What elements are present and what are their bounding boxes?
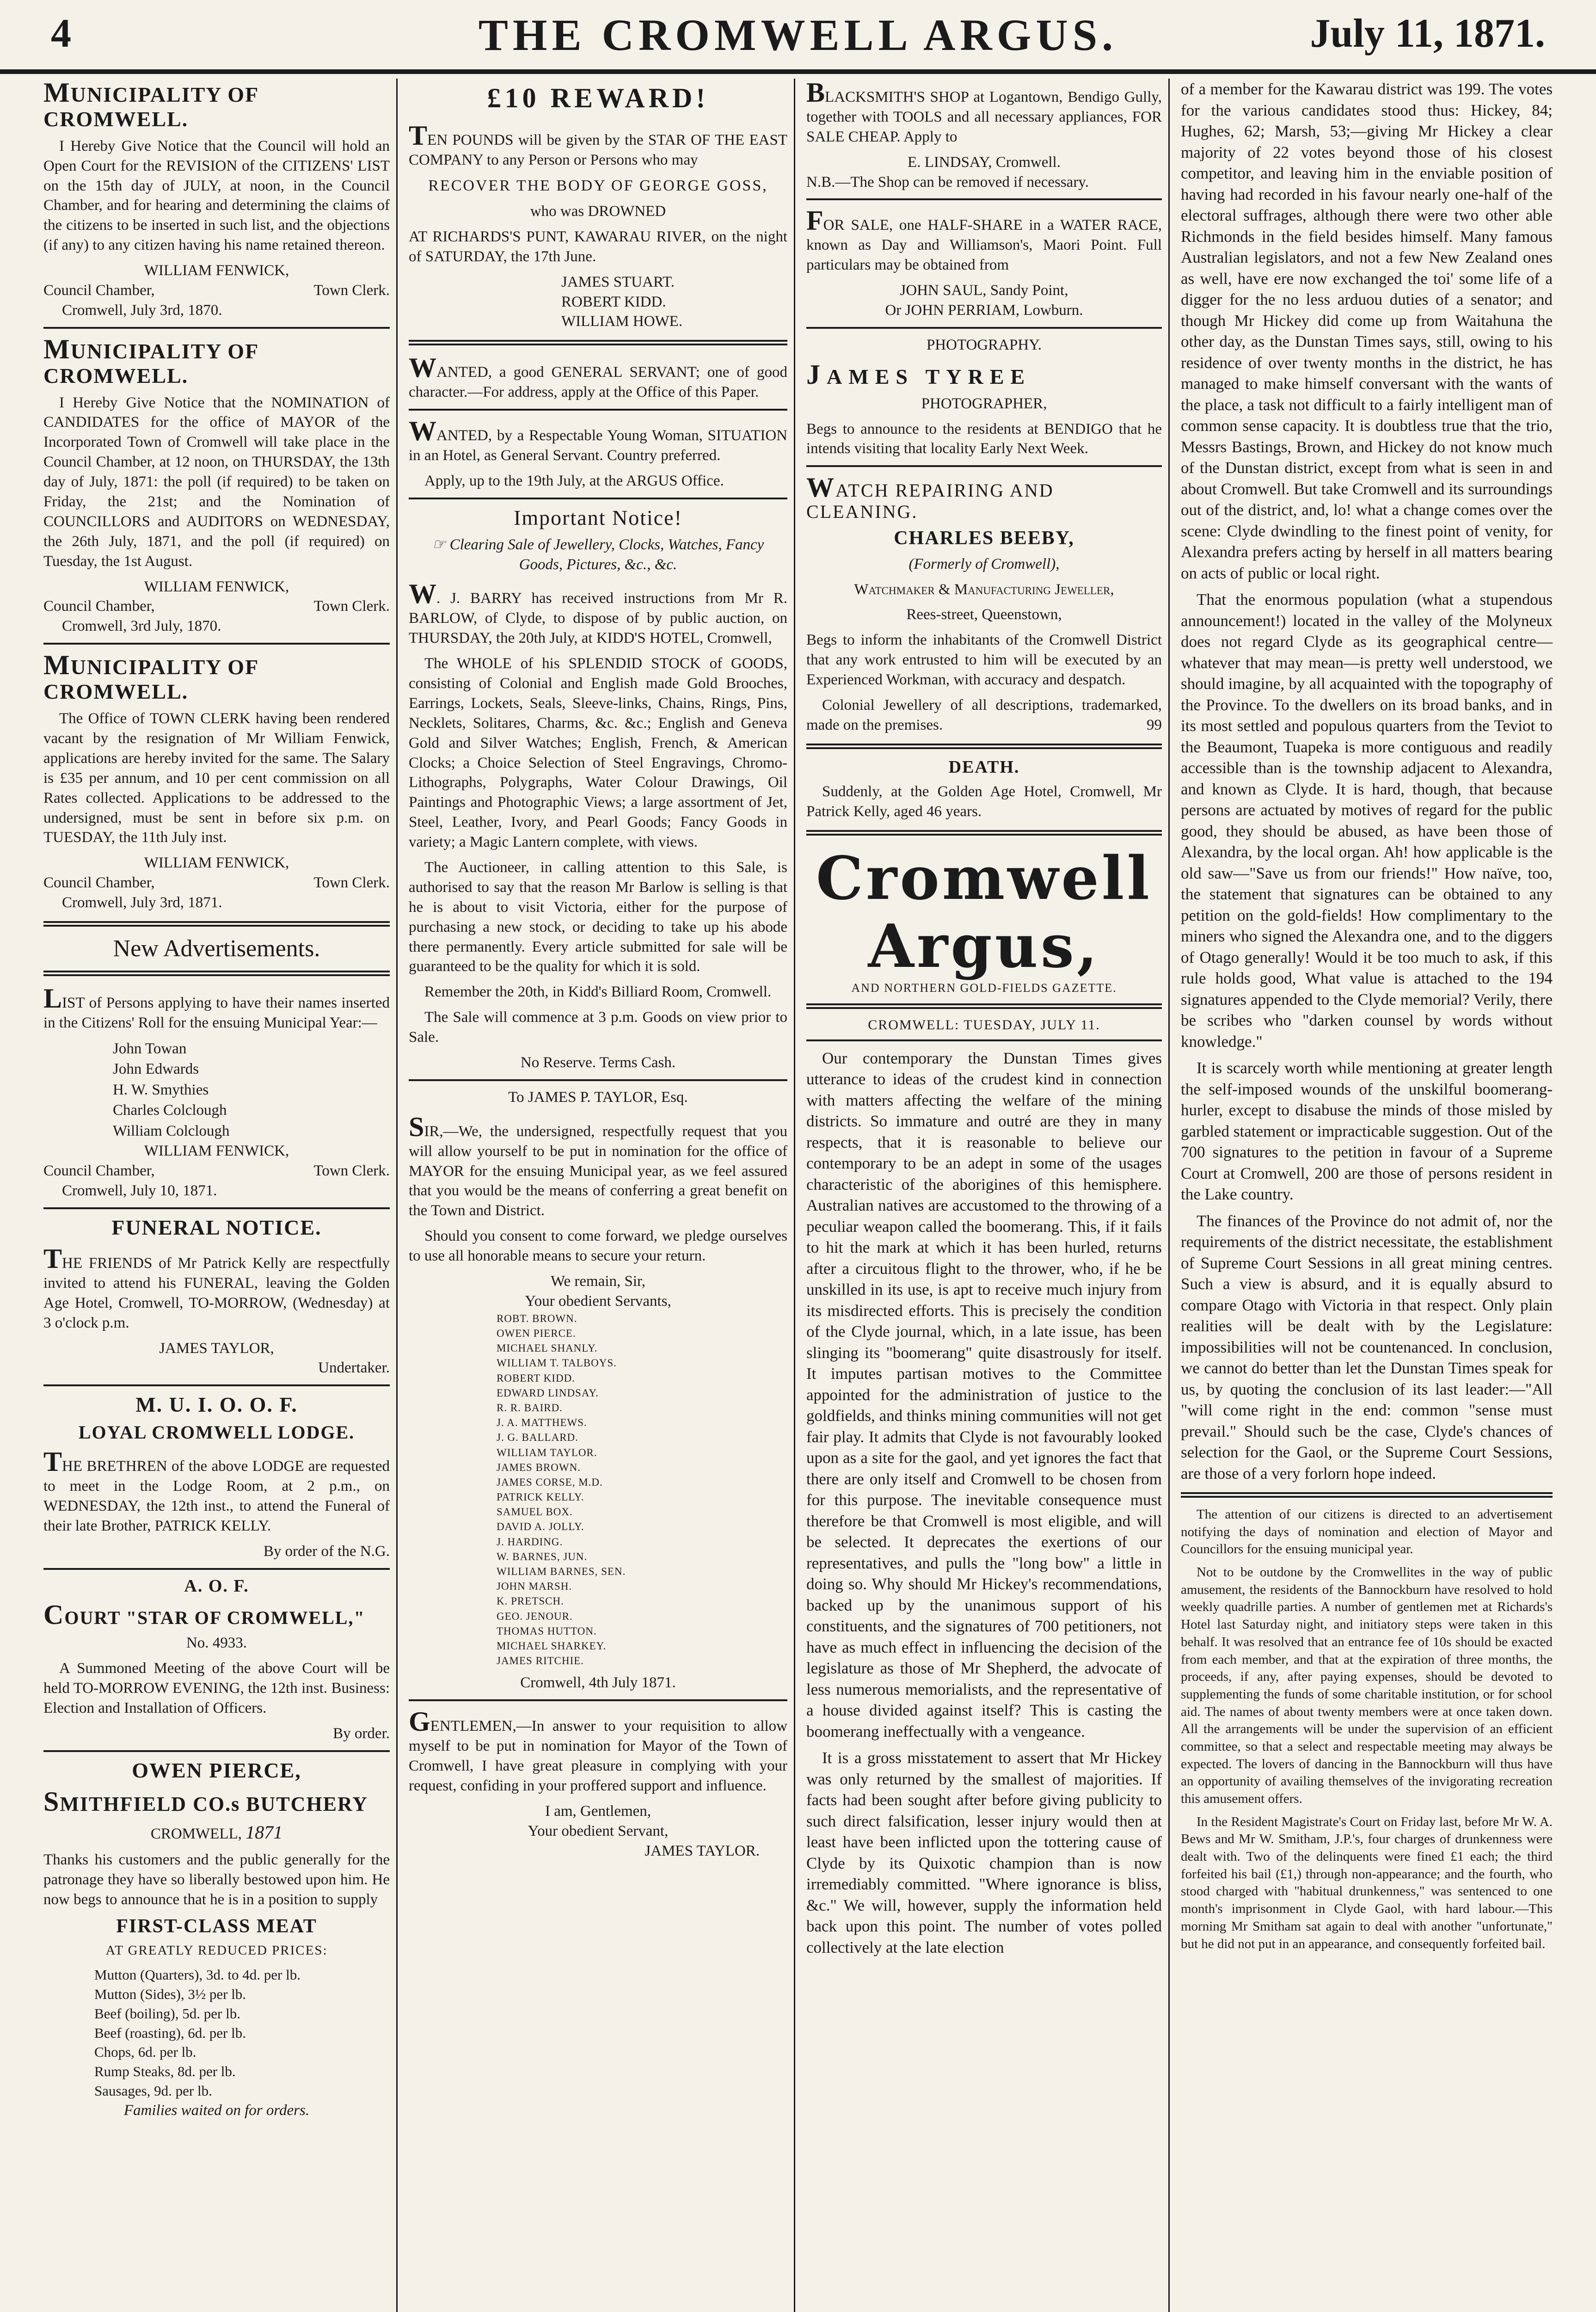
drop-cap: T [409, 120, 428, 151]
list-item: K. PRETSCH. [497, 1595, 564, 1607]
notice-place: Council Chamber, [43, 1162, 155, 1180]
dateline: CROMWELL: TUESDAY, JULY 11. [868, 1017, 1100, 1033]
ad-body: ANTED, a good GENERAL SERVANT; one of good character.—For address, apply at the Office of this Paper. [409, 364, 787, 401]
reward-signer: WILLIAM HOWE. [561, 313, 683, 330]
list-item: Sausages, 9d. per lb. [94, 2083, 212, 2099]
reply-close: Your obedient Servant, [528, 1822, 669, 1839]
citizen-names [43, 1039, 390, 1142]
drop-cap: S [409, 1111, 424, 1142]
list-item: DAVID A. JOLLY. [497, 1521, 584, 1533]
ad-signer: Or JOHN PERRIAM, Lowburn. [885, 302, 1083, 319]
ad-body: Colonial Jewellery of all descriptions, trademarked, made on the premises. [806, 697, 1162, 733]
list-item: OWEN PIERCE. [497, 1328, 576, 1340]
divider [43, 1207, 390, 1209]
notice-signer: WILLIAM FENWICK, [144, 855, 289, 872]
notice-role: Undertaker. [318, 1359, 390, 1377]
notice-body: I Hereby Give Notice that the Council will hold an Open Court for the REVISION of the CITIZENS' LIST on the 15th day of JULY, at noon, in the Council Chamber, and for hearing and determining the claims of the citizens to be inserted in such list, and the objections (if any) to any citizen having his name retained thereon. [43, 137, 390, 254]
auction-remember: Remember the 20th, in Kidd's Billiard Room, Cromwell. [424, 984, 772, 1001]
reward-signer: JAMES STUART. [561, 273, 675, 290]
drop-cap: J [806, 359, 827, 390]
notice-title: FUNERAL NOTICE. [111, 1216, 322, 1240]
list-item: WILLIAM BARNES, SEN. [497, 1566, 626, 1578]
owner-name: OWEN PIERCE, [132, 1758, 301, 1782]
requisition-body: Should you consent to come forward, we pledge ourselves to use all honorable means to secure your return. [409, 1228, 787, 1265]
watchmaker-formerly: (Formerly of Cromwell), [908, 555, 1060, 572]
citizens-list [43, 984, 390, 1201]
ad-number: 99 [1147, 716, 1162, 733]
drop-cap: W [409, 416, 436, 447]
business-title: MITHFIELD CO.s BUTCHERY [60, 1792, 368, 1815]
divider [409, 498, 787, 499]
notice-role: Town Clerk. [313, 598, 390, 615]
court-heading: OURT "STAR OF CROMWELL," [64, 1607, 365, 1629]
prices-heading: AT GREATLY REDUCED PRICES: [105, 1943, 328, 1958]
drop-cap: F [806, 205, 823, 236]
auction-subtitle: Clearing Sale of Jewellery, Clocks, Watches, Fancy Goods, Pictures, &c., &c. [449, 536, 764, 573]
ad-body: ANTED, by a Respectable Young Woman, SITUATION in an Hotel, as General Servant. Country preferred. [409, 427, 787, 464]
list-item: J. A. MATTHEWS. [497, 1417, 587, 1429]
section-heading: New Advertisements. [113, 935, 320, 962]
reward-title: £10 REWARD! [487, 83, 709, 113]
notice-signer: JAMES TAYLOR, [159, 1340, 274, 1357]
list-item: JAMES BROWN. [497, 1461, 581, 1473]
notice-revision [43, 79, 390, 320]
notice-title: Important Notice! [514, 505, 682, 529]
notice-body: HE FRIENDS of Mr Patrick Kelly are respectfully invited to attend his FUNERAL, leaving the Golden Age Hotel, Cromwell, TO-MORROW, (Wednesday) at 3 o'clock p.m. [43, 1255, 390, 1331]
reward-line: RECOVER THE BODY OF GEORGE GOSS, [428, 177, 768, 194]
drop-cap: W [806, 472, 835, 503]
notice-body: A Summoned Meeting of the above Court will be held TO-MORROW EVENING, the 12th inst. Business: Election and Installation of Officers. [43, 1660, 390, 1717]
pointing-hand-icon: ☞ [432, 536, 446, 553]
auction-time: The Sale will commence at 3 p.m. Goods on view prior to Sale. [409, 1009, 787, 1046]
list-item: Beef (boiling), 5d. per lb. [94, 2005, 240, 2022]
list-item: Mutton (Sides), 3½ per lb. [94, 1986, 246, 2002]
list-item: SAMUEL BOX. [497, 1506, 573, 1518]
newspaper-title: THE CROMWELL ARGUS. [478, 10, 1118, 60]
notice-body: Suddenly, at the Golden Age Hotel, Cromwell, Mr Patrick Kelly, aged 46 years. [806, 783, 1162, 820]
list-item: J. HARDING. [497, 1536, 563, 1548]
ad-title: PHOTOGRAPHY. [926, 336, 1042, 353]
list-item: J. G. BALLARD. [497, 1432, 578, 1444]
list-intro: IST of Persons applying to have their names inserted in the Citizens' Roll for the ensuing Municipal Year:— [43, 994, 390, 1031]
list-item: THOMAS HUTTON. [497, 1625, 597, 1637]
reply-body: ENTLEMEN,—In answer to your requisition to allow myself to be put in nomination for Mayor of the Town of Cromwell, I have great pleasure in complying with your request, confiding in your proffered support and influence. [409, 1718, 787, 1794]
drop-cap: W [409, 352, 436, 383]
list-item: Chops, 6d. per lb. [94, 2044, 196, 2060]
watchmaker-name: CHARLES BEEBY, [894, 528, 1074, 549]
divider [806, 198, 1162, 200]
ad-body: Begs to announce to the residents at BENDIGO that he intends visiting that locality Early Next Week. [806, 420, 1162, 457]
drop-cap: L [43, 983, 62, 1014]
list-item: MICHAEL SHARKEY. [497, 1640, 607, 1652]
list-item: WILLIAM TAYLOR. [497, 1446, 597, 1458]
article-paragraph: It is a gross misstatement to assert that Mr Hickey was only returned by the smallest of majorities. If facts had been sought after before giving publicity to such direct falsification, lesser injury would then at least have been inflicted upon the tottering cause of Clyde by its Quixotic champion than is now irremediably committed. "Where ignorance is bliss, &c." We will, however, supply the information held back upon this point. The number of votes polled collectively at the late election [806, 1749, 1162, 1956]
drop-cap: M [43, 650, 71, 681]
drop-cap: S [43, 1786, 60, 1817]
death-notice [806, 757, 1162, 822]
auction-body: The WHOLE of his SPLENDID STOCK of GOODS, consisting of Colonial and English made Gold Brooches, Earrings, Lockets, Seals, Sleeve-links, Chains, Rings, Pins, Necklets, Solitares, Charms, &c. &c.; English and Geneva Gold and Silver Watches; English, French, & American Clocks; a Choice Selection of Steel Engravings, Chromo-Lithographs, Polygraphs, Water Colour Drawings, Oil Paintings and Photographic Views; a large assortment of Jet, Steel, Leather, Ivory, and Pearl Goods; Fancy Goods in variety; a Magic Lantern complete, with views. [409, 655, 787, 851]
requisition-body: IR,—We, the undersigned, respectfully request that you will allow yourself to be put in nomination for the office of MAYOR for the ensuing Municipal year, as we feel assured that you would be the means of conferring a great benefit on the Town and District. [409, 1123, 787, 1219]
news-paragraph: The attention of our citizens is directed to an advertisement notifying the days of nomination and election of Mayor and Councillors for the ensuing municipal year. [1181, 1507, 1553, 1557]
notice-place: Council Chamber, [43, 874, 155, 892]
divider [43, 327, 390, 329]
notice-town-clerk [43, 651, 390, 913]
divider [806, 465, 1162, 467]
watchmaker-address: Rees-street, Queenstown, [906, 606, 1062, 623]
list-item: W. BARNES, JUN. [497, 1550, 588, 1562]
notice-title: M. U. I. O. O. F. [135, 1393, 298, 1417]
list-item: John Towan [113, 1040, 187, 1057]
drop-cap: T [43, 1243, 62, 1274]
notice-role: Town Clerk. [313, 874, 390, 892]
wanted-situation [409, 417, 787, 491]
list-item: Charles Colclough [113, 1102, 227, 1119]
notice-place: Council Chamber, [43, 282, 155, 299]
divider [806, 1003, 1162, 1009]
list-item: Beef (roasting), 6d. per lb. [94, 2024, 246, 2041]
page-header [0, 0, 1596, 74]
column-1 [37, 79, 398, 2312]
forsale-ad [806, 207, 1162, 320]
ad-title: ATCH REPAIRING AND CLEANING. [806, 480, 1054, 523]
reward-signer: ROBERT KIDD. [561, 293, 666, 310]
list-item: JAMES CORSE, M.D. [497, 1476, 603, 1488]
photographer-role: PHOTOGRAPHER, [921, 395, 1047, 412]
notice-date: Cromwell, July 10, 1871. [62, 1182, 217, 1199]
ad-footer: Families waited on for orders. [123, 2102, 310, 2119]
reward-line: AT RICHARDS'S PUNT, KAWARAU RIVER, on the night of SATURDAY, the 17th June. [409, 228, 787, 265]
notice-title: UNICIPALITY OF CROMWELL. [43, 655, 258, 704]
auction-body: . J. BARRY has received instructions from Mr R. BARLOW, of Clyde, to dispose of by public auction, on THURSDAY, the 20th July, at KIDD'S HOTEL, Cromwell, [409, 590, 787, 647]
notice-role: Town Clerk. [313, 282, 390, 299]
notice-role: Town Clerk. [313, 1162, 390, 1180]
divider [409, 409, 787, 411]
auction-body: The Auctioneer, in calling attention to this Sale, is authorised to say that the reason Mr Barlow is selling is that he is about to visit Victoria, either for the purpose of purchasing a new stock, or deciding to take up his abode there permanently. Every article submitted for sale will be guaranteed to be the quality for which it is sold. [409, 859, 787, 975]
notice-title: A. O. F. [184, 1576, 249, 1596]
masthead [806, 845, 1162, 995]
requisition-servants: Your obedient Servants, [525, 1292, 671, 1310]
divider [409, 340, 787, 345]
news-paragraph: In the Resident Magistrate's Court on Friday last, before Mr W. A. Bews and Mr W. Smitham, J.P.'s, four charges of drunkenness were dealt with. Two of the delinquents were fined £1 each; the third forfeited his bail (£1,) through non-appearance; and the fourth, who stood charged with "habitual drunkenness," was sentenced to one month's imprisonment in Clyde Gaol, with hard labour.—This morning Mr Smitham sat again to deal with another "unfortunate," but he did not put in an appearance, and consequently forfeited bail. [1181, 1814, 1553, 1951]
list-item: JOHN MARSH. [497, 1580, 572, 1593]
butchery-ad [43, 1759, 390, 2121]
meat-heading: FIRST-CLASS MEAT [116, 1916, 317, 1937]
photography-ad [806, 335, 1162, 459]
divider [43, 921, 390, 927]
reply-notice [409, 1708, 787, 1861]
drop-cap: T [43, 1446, 62, 1477]
list-item: MICHAEL SHANLY. [497, 1342, 598, 1354]
list-item: William Colclough [113, 1122, 230, 1139]
local-news [1181, 1506, 1553, 1953]
reward-line: EN POUNDS will be given by the STAR OF THE EAST COMPANY to any Person or Persons who may [409, 132, 787, 168]
article-paragraph: That the enormous population (what a stupendous announcement!) located in the valley of the Molyneux does not regard Clyde as its geographical centre—whatever that may mean—is pretty well understood, we should imagine, by all acquainted with the topography of the Province. To the dwellers on its broad banks, and in its most settled and populous quarters from the Teviot to the Beaumont, Tuapeka is more contiguous and readily accessible than is the township adjacent to Alexandra, and known as Clyde. It is hard, though, that because persons are actuated by motives of regard for the public good, they should be abused, as have been those of Alexandra, by the local organ. Ah! how applicable is the old saw—"Save us from our friends!" How naïve, too, the statement that signatures can be obtained to any petition on the gold-fields! How complimentary to the miners who signed the Alexandra one, and to the diggers of Otago generally! Would it be too much to ask, if this rule holds good, What value is attached to the 194 signatures appended to the Clyde memorial? Verily, there be scribes who "darken counsel by words without knowledge." [1181, 590, 1553, 1051]
notice-date: Cromwell, July 3rd, 1870. [62, 301, 222, 319]
divider [409, 1699, 787, 1701]
divider [43, 971, 390, 976]
divider [806, 744, 1162, 749]
divider [43, 1750, 390, 1752]
photographer-name: AMES TYREE [827, 364, 1031, 388]
list-item: JAMES RITCHIE. [497, 1655, 584, 1667]
notice-subtitle: LOYAL CROMWELL LODGE. [78, 1422, 355, 1443]
divider [806, 1039, 1162, 1041]
watch-ad [806, 473, 1162, 735]
notice-place: Council Chamber, [43, 598, 155, 615]
lodge-notice [43, 1393, 390, 1561]
notice-signer: WILLIAM FENWICK, [144, 578, 289, 595]
list-item: EDWARD LINDSAY. [497, 1387, 599, 1399]
article-paragraph: The finances of the Province do not admit of, nor the requirements of the district necessitate, the establishment of Supreme Court Sessions in all great mining centres. Such a view is absurd, and it is equally absurd to compare Otago with Victoria in that respect. Only plain realities will be dealt with by the Legislature: impossibilities will not be countenanced. In conclusion, we cannot do better than let the Dunstan Times speak for us, by quoting the conclusion of its last leader:—"All "will come right in the end: common "sense must prevail." Should such be the case, Clyde's chances of selection for the Gaol, or the Supreme Court Sessions, are those of a very forlorn hope indeed. [1181, 1211, 1553, 1482]
drop-cap: G [409, 1706, 430, 1737]
column-3 [800, 79, 1170, 2312]
masthead-sub: AND NORTHERN GOLD-FIELDS GAZETTE. [851, 981, 1117, 995]
ad-apply: Apply, up to the 19th July, at the ARGUS Office. [424, 472, 724, 489]
notice-nomination [43, 335, 390, 636]
divider [806, 830, 1162, 836]
notice-title: UNICIPALITY OF CROMWELL. [43, 83, 258, 131]
list-item: ROBT. BROWN. [497, 1312, 577, 1324]
divider [806, 327, 1162, 329]
page-number: 4 [51, 11, 71, 56]
list-item: PATRICK KELLY. [497, 1491, 584, 1503]
drop-cap: C [43, 1599, 65, 1630]
watchmaker-trade: Watchmaker & Manufacturing Jeweller, [854, 581, 1114, 598]
ad-body: Begs to inform the inhabitants of the Cromwell District that any work entrusted to him will be executed by an Experienced Workman, with accuracy and despatch. [806, 632, 1162, 689]
notice-sign: By order. [333, 1725, 390, 1742]
notice-title: UNICIPALITY OF CROMWELL. [43, 339, 258, 387]
drop-cap: M [43, 79, 71, 108]
requisition-remain: We remain, Sir, [551, 1273, 645, 1290]
divider [43, 643, 390, 645]
article-paragraph: It is scarcely worth while mentioning at greater length the self-imposed wounds of the unskilful boomerang-hurler, except to disabuse the minds of those misled by garbled statement or impracticable suggestion. Out of the 700 signatures to the petition in favour of a Supreme Court at Cromwell, 200 are those of persons resident in the Lake country. [1181, 1059, 1553, 1203]
news-paragraph: Not to be outdone by the Cromwellites in the way of public amusement, the residents of the Bannockburn have resolved to hold weekly quadrille parties. A number of gentlemen met at Richards's Hotel last Saturday night, and initiatory steps were taken in this behalf. It was resolved that an entrance fee of 10s should be exacted from each member, and that at the expiration of three months, the proceeds, if any, after paying expenses, should be devoted to supplementing the funds of some charitable institution, or for school aid. The names of about twenty members were at once taken down. All the arrangements will be under the supervision of an efficient committee, so that a select and respectable meeting may always be expected. The lovers of dancing in the Bannockburn will thus have an opportunity of availing themselves of the invigorating recreation this amusement offers. [1181, 1565, 1553, 1806]
wanted-servant [409, 354, 787, 402]
auction-notice [409, 506, 787, 1073]
masthead-name: Cromwell Argus, [816, 844, 1152, 982]
list-item: Mutton (Quarters), 3d. to 4d. per lb. [94, 1967, 301, 1983]
list-item: John Edwards [113, 1061, 199, 1078]
auction-terms: No Reserve. Terms Cash. [520, 1054, 676, 1071]
handwritten-year: 1871 [246, 1822, 283, 1843]
list-item: ROBERT KIDD. [497, 1372, 575, 1384]
column-4 [1174, 79, 1559, 2312]
price-list [43, 1965, 390, 2101]
ad-body: Thanks his customers and the public generally for the patronage they have so liberally bestowed upon him. He now begs to announce that he is in a position to supply [43, 1851, 390, 1908]
blacksmith-ad [806, 79, 1162, 192]
notice-sign: By order of the N.G. [263, 1543, 390, 1560]
funeral-notice [43, 1216, 390, 1378]
reward-notice [409, 82, 787, 332]
court-notice [43, 1576, 390, 1744]
list-item: WILLIAM T. TALBOYS. [497, 1357, 617, 1369]
reply-close: I am, Gentlemen, [545, 1802, 651, 1820]
notice-body: The Office of TOWN CLERK having been rendered vacant by the resignation of Mr William Fenwick, applications are hereby invited for the same. The Salary is £35 per annum, and 10 per cent commission on all Rates collected. Applications to be addressed to the undersigned, must be sent in before six p.m. on TUESDAY, the 11th July inst. [43, 710, 390, 846]
issue-date: July 11, 1871. [1310, 11, 1545, 56]
notice-title: DEATH. [948, 757, 1020, 777]
notice-signer: WILLIAM FENWICK, [144, 1143, 289, 1160]
ad-signer: E. LINDSAY, Cromwell. [908, 154, 1061, 171]
requisition-names [497, 1311, 787, 1669]
drop-cap: M [43, 333, 71, 364]
leader-continued [1181, 79, 1553, 1484]
column-2 [402, 79, 795, 2312]
notice-body: I Hereby Give Notice that the NOMINATION of CANDIDATES for the office of MAYOR of the Incorporated Town of Cromwell will take place in the Council Chamber, at 12 noon, on THURSDAY, the 13th day of July, 1871: the poll (if required) to be taken on Friday, the 21st; and the Nomination of COUNCILLORS and AUDITORS on WEDNESDAY, the 26th July, 1871, and the poll (if required) on Tuesday, the 1st August. [43, 394, 390, 570]
drop-cap: W [409, 578, 436, 609]
divider [409, 1079, 787, 1081]
requisition-to: To JAMES P. TAYLOR, Esq. [508, 1088, 688, 1106]
divider [1181, 1492, 1553, 1498]
requisition-date: Cromwell, 4th July 1871. [520, 1674, 676, 1691]
ad-body: OR SALE, one HALF-SHARE in a WATER RACE, known as Day and Williamson's, Maori Point. Full particulars may be obtained from [806, 217, 1162, 274]
ad-signer: JOHN SAUL, Sandy Point, [900, 282, 1068, 299]
divider [43, 1568, 390, 1570]
list-item: R. R. BAIRD. [497, 1402, 563, 1414]
notice-date: Cromwell, July 3rd, 1871. [62, 894, 222, 911]
list-item: GEO. JENOUR. [497, 1610, 573, 1622]
divider [43, 1384, 390, 1386]
leader-article [806, 1048, 1162, 1958]
ad-body: LACKSMITH'S SHOP at Logantown, Bendigo Gully, together with TOOLS and all necessary appliances, FOR SALE CHEAP. Apply to [806, 89, 1162, 145]
town-name: CROMWELL, [150, 1826, 242, 1843]
article-paragraph: of a member for the Kawarau district was 199. The votes for the various candidates stood thus: Hickey, 84; Hughes, 62; Marsh, 53;—giving Mr Hickey a clear majority of 22 votes beyond those of his closest competitor, and leaving him in the enviable position of having had recorded in his favour nearly one-half of the electoral suffrages, although there were two other able Richmonds in the field besides himself. Many famous Australian legislators, and not a few New Zealand ones as well, have ere now exchanged the toi' some life of a digger for the no less arduou duties of a senator; and though Mr Hickey did come up from Waitahuna the other day, as the Dunstan Times says, still, owing to his residence of over twenty months in the district, he has managed to make himself conversant with the wants of the place, a task not difficult to a fairly intelligent man of common sense capacity. It is doubtless true that the trio, Messrs Bastings, Brown, and Hickey do not know much of the Dunstan district, except from what is seen in and about Cromwell. But take Cromwell and its surroundings out of the district, and, lo! what a change comes over the scene: Clyde dwindling to the finest point of venity, for Alexandra prefers acting by herself in all matters bearing on acts of public or local right. [1181, 80, 1553, 582]
court-number: No. 4933. [186, 1635, 247, 1652]
notice-signer: WILLIAM FENWICK, [144, 262, 289, 279]
list-item: Rump Steaks, 8d. per lb. [94, 2063, 236, 2080]
requisition-notice [409, 1088, 787, 1693]
notice-body: HE BRETHREN of the above LODGE are requested to meet in the Lodge Room, at 2 p.m., on WEDNESDAY, the 12th inst., to attend the Funeral of their late Brother, PATRICK KELLY. [43, 1458, 390, 1534]
ad-note: N.B.—The Shop can be removed if necessary. [806, 173, 1089, 191]
article-paragraph: Our contemporary the Dunstan Times gives utterance to ideas of the crudest kind in connection with matters affecting the welfare of the mining districts. So immature and outré are they in many respects, that it is reasonable to believe our contemporary to be an adept in some of the usages characteristic of the aborigines of this hemisphere. Australian natives are accustomed to the throwing of a peculiar weapon called the boomerang. This, if it fails to hit the mark at which it has been hurled, returns after a circuitous flight to the thrower, who, if he be unskilled in its use, is apt to receive much injury from its misdirected efforts. This is precisely the condition of the Clyde journal, which, in a late issue, has been slinging its "boomerang" quite disastrously for itself. It imputes partisan motives to the Committee appointed for the administration of justice to the goldfields, and thinks mining communities will not get fair play. It admits that Clyde is not favourably looked upon as a site for the gaol, and yet ignores the fact that there are only itself and Cromwell to be chosen from for this purpose. The inevitable consequence must therefore be that Cromwell is most eligible, and will be selected. It deprecates the exertions of our representatives, and pulls the "long bow" a little in doing so. Why should Mr Hickey's recommendations, backed up by the unanimous support of his constituents, and the signatures of 700 petitioners, not have as much effect in influencing the decision of the legislature as those of Mr Shepherd, the advocate of less numerous memorialists, and the representative of a house divided against itself? This is casting the boomerang ineffectually with a vengeance. [806, 1049, 1162, 1740]
drop-cap: B [806, 79, 825, 108]
reward-line: who was DROWNED [530, 203, 666, 220]
notice-date: Cromwell, 3rd July, 1870. [62, 618, 221, 635]
reply-signer: JAMES TAYLOR. [645, 1842, 760, 1859]
list-item: H. W. Smythies [113, 1081, 209, 1098]
